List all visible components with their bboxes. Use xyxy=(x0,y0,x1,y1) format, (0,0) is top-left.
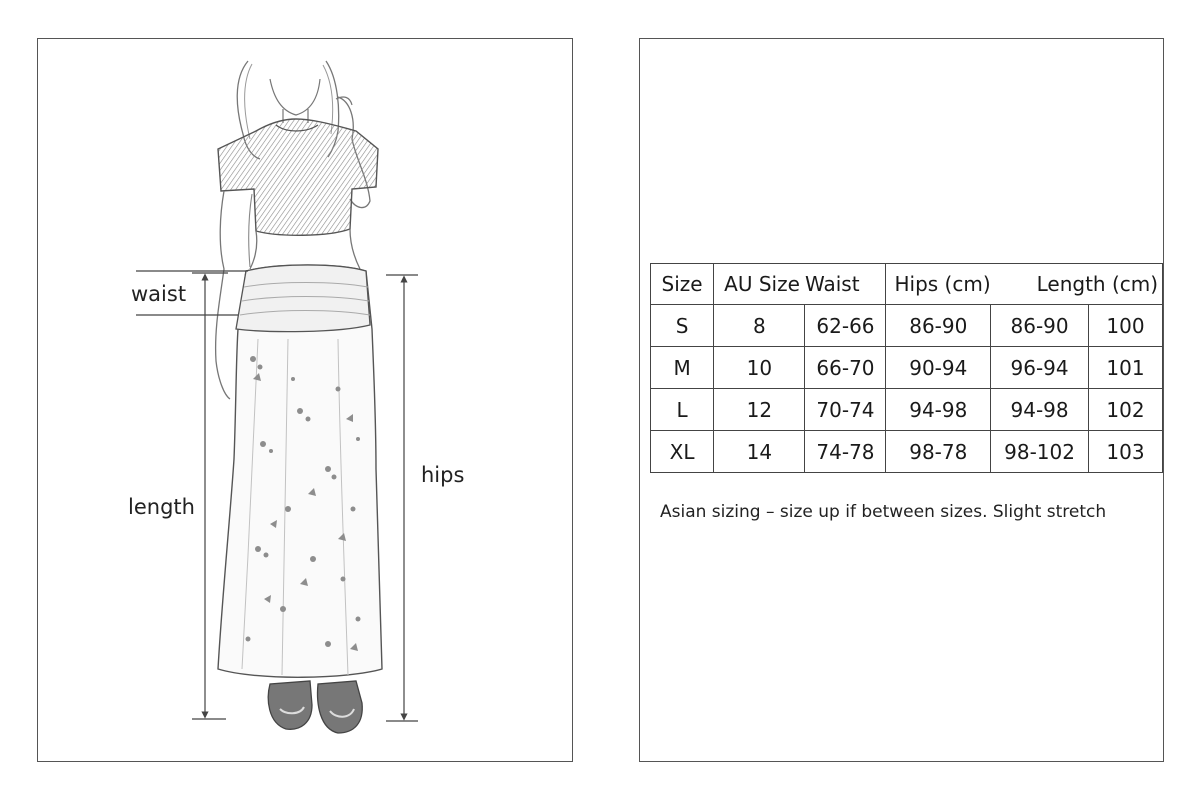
table-row xyxy=(651,347,1163,389)
cell-hips: 94-98 xyxy=(886,389,991,431)
header-size: Size xyxy=(651,264,714,305)
cell-hips: 86-90 xyxy=(886,305,991,347)
table-row xyxy=(651,389,1163,431)
cell-size: L xyxy=(651,389,714,431)
table-row xyxy=(651,431,1163,473)
cell-waist: 62-66 xyxy=(805,305,886,347)
cell-size: M xyxy=(651,347,714,389)
cell-length: 100 xyxy=(1089,305,1163,347)
sizing-note: Asian sizing – size up if between sizes. Slight stretch xyxy=(660,502,1107,522)
cell-waist: 70-74 xyxy=(805,389,886,431)
waist-label: waist xyxy=(131,282,187,306)
table-header-row xyxy=(651,264,1163,305)
length-label: length xyxy=(128,495,195,519)
header-hips: Hips (cm) xyxy=(886,264,991,305)
cell-au-size: 14 xyxy=(714,431,805,473)
cell-waist: 74-78 xyxy=(805,431,886,473)
model-sketch xyxy=(38,39,574,763)
cell-au-size: 10 xyxy=(714,347,805,389)
cell-extra: 98-102 xyxy=(991,431,1089,473)
cell-length: 102 xyxy=(1089,389,1163,431)
size-chart-panel xyxy=(639,38,1164,762)
sandals-sketch xyxy=(268,681,362,733)
cell-size: XL xyxy=(651,431,714,473)
size-table xyxy=(650,263,1163,473)
cell-extra: 94-98 xyxy=(991,389,1089,431)
table-row xyxy=(651,305,1163,347)
cell-length: 101 xyxy=(1089,347,1163,389)
cell-length: 103 xyxy=(1089,431,1163,473)
left-arm-sketch xyxy=(216,191,230,399)
illustration-panel xyxy=(37,38,573,762)
cell-extra: 96-94 xyxy=(991,347,1089,389)
cell-hips: 90-94 xyxy=(886,347,991,389)
cell-au-size: 12 xyxy=(714,389,805,431)
cell-extra: 86-90 xyxy=(991,305,1089,347)
header-au-size: AU Size xyxy=(714,264,805,305)
crop-top-sketch xyxy=(218,119,378,235)
cell-au-size: 8 xyxy=(714,305,805,347)
header-waist: Waist xyxy=(805,264,886,305)
header-length: Length (cm) xyxy=(991,264,1163,305)
cell-waist: 66-70 xyxy=(805,347,886,389)
cell-hips: 98-78 xyxy=(886,431,991,473)
hips-label: hips xyxy=(421,463,465,487)
cell-size: S xyxy=(651,305,714,347)
